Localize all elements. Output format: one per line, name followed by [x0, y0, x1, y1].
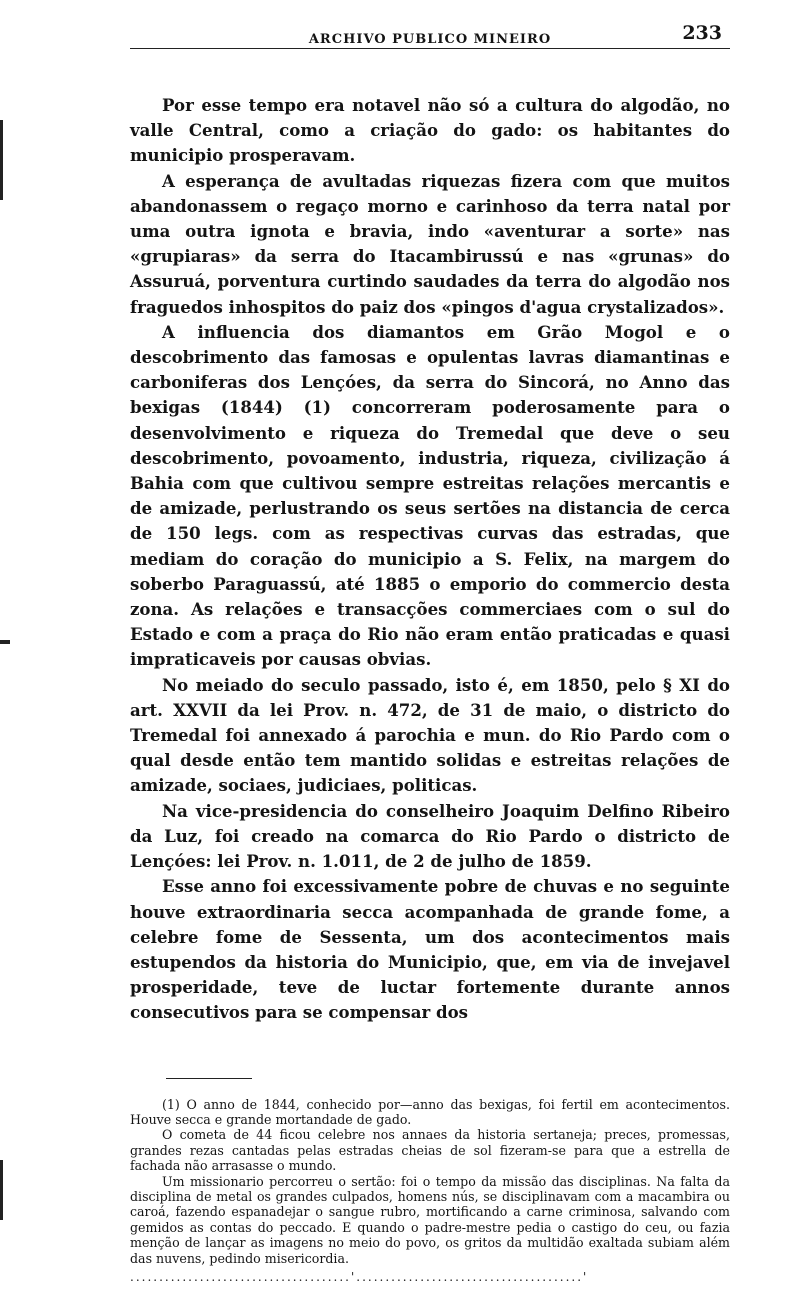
running-title: ARCHIVO PUBLICO MINEIRO [308, 32, 552, 47]
page-header [130, 18, 730, 49]
book-page [130, 18, 730, 1284]
footnote-paragraph: (1) O anno de 1844, conhecido por—anno das bexigas, foi fertil em acontecimentos. Houve secca e grande mortandade de gado. [130, 1096, 730, 1127]
paragraph: A influencia dos diamantos em Grão Mogol e o descobrimento das famosas e opulentas lavras diamantinas e carboniferas dos Lençóes, da serra do Sincorá, no Anno das bexigas (1844) (1) concorreram poderosamente para o desenvolvimento e riqueza do Tremedal que deve o seu descobrimento, povoamento, industria, riqueza, civilização á Bahia com que cultivou sempre estreitas relações mercantis e de amizade, perlustrando os seus sertões na distancia de cerca de 150 legs. com as respectivas curvas das estradas, que mediam do coração do municipio a S. Felix, na margem do soberbo Paraguassú, até 1885 o emporio do commercio desta zona. As relações e transacções commerciaes com o sul do Estado e com a praça do Rio não eram então praticadas e quasi impraticaveis por causas obvias. [130, 321, 730, 670]
body-text [130, 93, 730, 1026]
paragraph: Por esse tempo era notavel não só a cultura do algodão, no valle Central, como a criação do gado: os habitantes do municipio prosperavam. [130, 95, 730, 166]
scan-edge-mark [0, 120, 3, 200]
paragraph: Na vice-presidencia do conselheiro Joaquim Delfino Ribeiro da Luz, foi creado na comarca do Rio Pardo o districto de Lençóes: lei Prov. n. 1.011, de 2 de julho de 1859. [130, 800, 730, 872]
scan-edge-mark [0, 640, 10, 644]
paragraph: Esse anno foi excessivamente pobre de chuvas e no seguinte houve extraordinaria secca acompanhada de grande fome, a celebre fome de Sessenta, um dos acontecimentos mais estupendos da historia do Municipio, que, em via de invejavel prosperidade, teve de luctar fortemente durante annos consecutivos para se compensar dos [130, 876, 730, 1023]
footnote-paragraph: Um missionario percorreu o sertão: foi o tempo da missão das disciplinas. Na falta da disciplina de metal os grandes culpados, homens nús, se disciplinavam com a macambira ou caroá, fazendo espanadejar o sangue rubro, mortificando a carne criminosa, salvando com gemidos as contas do peccado. E quando o padre-mestre pedia o castigo do ceu, ou fazia menção de lançar as imagens no meio do povo, os gritos da multidão exaltada subiam além das nuvens, pedindo misericordia. [130, 1173, 730, 1266]
dotted-rule: ......................................'.......................................' [130, 1269, 589, 1284]
footnote-paragraph: O cometa de 44 ficou celebre nos annaes da historia sertaneja; preces, promessas, grandes rezas cantadas pelas estradas cheias de sol fizeram-se para que a estrella de fachada não arrasasse o mundo. [130, 1127, 730, 1174]
paragraph: No meiado do seculo passado, isto é, em 1850, pelo § XI do art. XXVII da lei Prov. n. 472, de 31 de maio, o districto do Tremedal foi annexado á parochia e mun. do Rio Pardo com o qual desde então tem mantido solidas e estreitas relações de amizade, sociaes, judiciaes, politicas. [130, 674, 730, 796]
scan-edge-mark [0, 1160, 3, 1220]
page-number: 233 [682, 22, 722, 44]
footnotes [130, 1097, 730, 1266]
footnote-divider [166, 1078, 252, 1079]
paragraph: A esperança de avultadas riquezas fizera com que muitos abandonassem o regaço morno e carinhoso da terra natal por uma outra ignota e bravia, indo «aventurar a sorte» nas «grupiaras» da serra do Itacambirussú e nas «grunas» do Assuruá, porventura curtindo saudades da terra do algodão nos fraguedos inhospitos do paiz dos «pingos d'agua crystalizados». [130, 170, 730, 317]
